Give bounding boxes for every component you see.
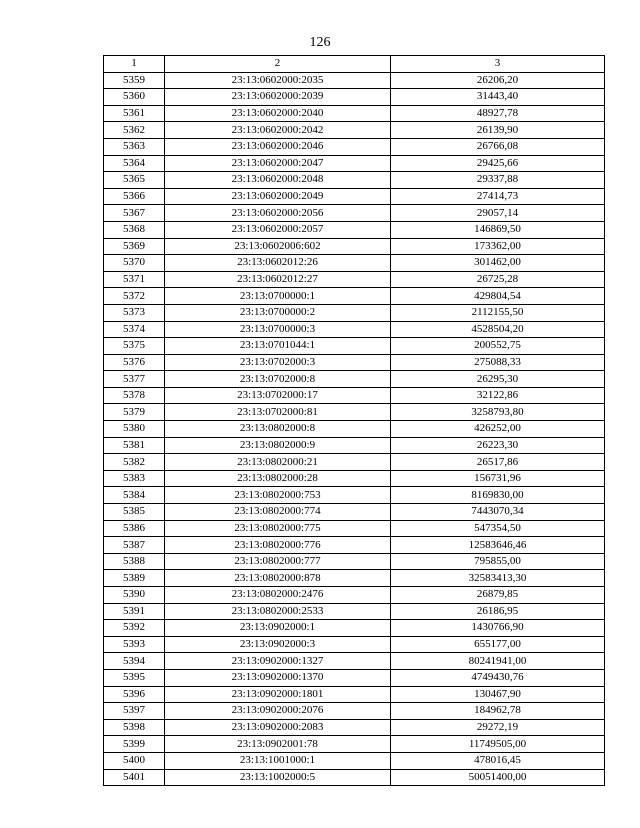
table-row bbox=[104, 288, 605, 305]
cadastral-number-cell: 23:13:0602006:602 bbox=[165, 238, 391, 255]
column-header-2: 2 bbox=[165, 56, 391, 73]
cadastral-value-cell: 2112155,50 bbox=[391, 304, 605, 321]
table-row bbox=[104, 155, 605, 172]
cadastral-value-cell: 27414,73 bbox=[391, 188, 605, 205]
cadastral-number-cell: 23:13:1001000:1 bbox=[165, 752, 391, 769]
table-row bbox=[104, 454, 605, 471]
table-row bbox=[104, 271, 605, 288]
cadastral-number-cell: 23:13:0602000:2048 bbox=[165, 172, 391, 189]
table-header-row bbox=[104, 56, 605, 73]
column-header-1: 1 bbox=[104, 56, 165, 73]
cadastral-number-cell: 23:13:0700000:2 bbox=[165, 304, 391, 321]
table-row bbox=[104, 736, 605, 753]
table-row bbox=[104, 205, 605, 222]
row-number-cell: 5369 bbox=[104, 238, 165, 255]
cadastral-number-cell: 23:13:0802000:753 bbox=[165, 487, 391, 504]
row-number-cell: 5366 bbox=[104, 188, 165, 205]
row-number-cell: 5364 bbox=[104, 155, 165, 172]
cadastral-value-cell: 31443,40 bbox=[391, 89, 605, 106]
table-row bbox=[104, 752, 605, 769]
table-row bbox=[104, 371, 605, 388]
cadastral-number-cell: 23:13:0802000:777 bbox=[165, 553, 391, 570]
cadastral-number-cell: 23:13:0902000:1 bbox=[165, 620, 391, 637]
cadastral-number-cell: 23:13:0602000:2040 bbox=[165, 105, 391, 122]
cadastral-number-cell: 23:13:0602000:2056 bbox=[165, 205, 391, 222]
row-number-cell: 5362 bbox=[104, 122, 165, 139]
row-number-cell: 5386 bbox=[104, 520, 165, 537]
cadastral-value-cell: 12583646,46 bbox=[391, 537, 605, 554]
table-row bbox=[104, 138, 605, 155]
cadastral-number-cell: 23:13:0602000:2049 bbox=[165, 188, 391, 205]
row-number-cell: 5377 bbox=[104, 371, 165, 388]
cadastral-value-cell: 32122,86 bbox=[391, 387, 605, 404]
row-number-cell: 5372 bbox=[104, 288, 165, 305]
cadastral-value-cell: 26517,86 bbox=[391, 454, 605, 471]
cadastral-value-cell: 26139,90 bbox=[391, 122, 605, 139]
row-number-cell: 5400 bbox=[104, 752, 165, 769]
cadastral-value-cell: 655177,00 bbox=[391, 636, 605, 653]
cadastral-value-cell: 29272,19 bbox=[391, 719, 605, 736]
row-number-cell: 5361 bbox=[104, 105, 165, 122]
row-number-cell: 5360 bbox=[104, 89, 165, 106]
row-number-cell: 5371 bbox=[104, 271, 165, 288]
row-number-cell: 5374 bbox=[104, 321, 165, 338]
row-number-cell: 5396 bbox=[104, 686, 165, 703]
cadastral-number-cell: 23:13:1002000:5 bbox=[165, 769, 391, 786]
table-body bbox=[104, 72, 605, 786]
table-row bbox=[104, 686, 605, 703]
row-number-cell: 5395 bbox=[104, 669, 165, 686]
row-number-cell: 5363 bbox=[104, 138, 165, 155]
table-row bbox=[104, 470, 605, 487]
cadastral-number-cell: 23:13:0602000:2039 bbox=[165, 89, 391, 106]
table-row bbox=[104, 122, 605, 139]
table-row bbox=[104, 105, 605, 122]
row-number-cell: 5380 bbox=[104, 421, 165, 438]
cadastral-number-cell: 23:13:0802000:8 bbox=[165, 421, 391, 438]
row-number-cell: 5399 bbox=[104, 736, 165, 753]
row-number-cell: 5383 bbox=[104, 470, 165, 487]
cadastral-value-cell: 173362,00 bbox=[391, 238, 605, 255]
cadastral-value-cell: 29425,66 bbox=[391, 155, 605, 172]
cadastral-number-cell: 23:13:0700000:3 bbox=[165, 321, 391, 338]
cadastral-number-cell: 23:13:0702000:8 bbox=[165, 371, 391, 388]
cadastral-number-cell: 23:13:0702000:17 bbox=[165, 387, 391, 404]
table-row bbox=[104, 570, 605, 587]
table-row bbox=[104, 387, 605, 404]
cadastral-value-cell: 301462,00 bbox=[391, 255, 605, 272]
column-header-3: 3 bbox=[391, 56, 605, 73]
table-row bbox=[104, 719, 605, 736]
cadastral-number-cell: 23:13:0602000:2057 bbox=[165, 221, 391, 238]
table-row bbox=[104, 636, 605, 653]
row-number-cell: 5382 bbox=[104, 454, 165, 471]
row-number-cell: 5370 bbox=[104, 255, 165, 272]
row-number-cell: 5391 bbox=[104, 603, 165, 620]
cadastral-number-cell: 23:13:0602012:27 bbox=[165, 271, 391, 288]
table-row bbox=[104, 221, 605, 238]
table-row bbox=[104, 304, 605, 321]
row-number-cell: 5367 bbox=[104, 205, 165, 222]
cadastral-number-cell: 23:13:0602012:26 bbox=[165, 255, 391, 272]
cadastral-value-cell: 32583413,30 bbox=[391, 570, 605, 587]
row-number-cell: 5375 bbox=[104, 338, 165, 355]
cadastral-number-cell: 23:13:0902000:2083 bbox=[165, 719, 391, 736]
cadastral-value-cell: 4749430,76 bbox=[391, 669, 605, 686]
table-row bbox=[104, 72, 605, 89]
row-number-cell: 5393 bbox=[104, 636, 165, 653]
table-row bbox=[104, 703, 605, 720]
cadastral-value-cell: 80241941,00 bbox=[391, 653, 605, 670]
cadastral-value-cell: 130467,90 bbox=[391, 686, 605, 703]
table-row bbox=[104, 669, 605, 686]
table-row bbox=[104, 404, 605, 421]
row-number-cell: 5359 bbox=[104, 72, 165, 89]
row-number-cell: 5385 bbox=[104, 504, 165, 521]
cadastral-number-cell: 23:13:0802000:28 bbox=[165, 470, 391, 487]
cadastral-number-cell: 23:13:0802000:2533 bbox=[165, 603, 391, 620]
cadastral-value-cell: 429804,54 bbox=[391, 288, 605, 305]
table-row bbox=[104, 89, 605, 106]
table-row bbox=[104, 653, 605, 670]
table-row bbox=[104, 603, 605, 620]
cadastral-number-cell: 23:13:0802000:21 bbox=[165, 454, 391, 471]
cadastral-value-cell: 156731,96 bbox=[391, 470, 605, 487]
table-row bbox=[104, 338, 605, 355]
row-number-cell: 5392 bbox=[104, 620, 165, 637]
cadastral-number-cell: 23:13:0602000:2042 bbox=[165, 122, 391, 139]
cadastral-value-cell: 275088,33 bbox=[391, 354, 605, 371]
row-number-cell: 5376 bbox=[104, 354, 165, 371]
table-row bbox=[104, 553, 605, 570]
row-number-cell: 5373 bbox=[104, 304, 165, 321]
cadastral-value-cell: 200552,75 bbox=[391, 338, 605, 355]
table-row bbox=[104, 421, 605, 438]
row-number-cell: 5394 bbox=[104, 653, 165, 670]
cadastral-number-cell: 23:13:0802000:9 bbox=[165, 437, 391, 454]
row-number-cell: 5397 bbox=[104, 703, 165, 720]
cadastral-value-cell: 146869,50 bbox=[391, 221, 605, 238]
table-row bbox=[104, 172, 605, 189]
cadastral-number-cell: 23:13:0802000:776 bbox=[165, 537, 391, 554]
cadastral-value-cell: 26879,85 bbox=[391, 587, 605, 604]
table-row bbox=[104, 537, 605, 554]
cadastral-value-cell: 26295,30 bbox=[391, 371, 605, 388]
row-number-cell: 5384 bbox=[104, 487, 165, 504]
row-number-cell: 5381 bbox=[104, 437, 165, 454]
row-number-cell: 5401 bbox=[104, 769, 165, 786]
cadastral-number-cell: 23:13:0902000:3 bbox=[165, 636, 391, 653]
row-number-cell: 5378 bbox=[104, 387, 165, 404]
row-number-cell: 5387 bbox=[104, 537, 165, 554]
cadastral-value-cell: 547354,50 bbox=[391, 520, 605, 537]
table-row bbox=[104, 487, 605, 504]
cadastral-number-cell: 23:13:0902000:1327 bbox=[165, 653, 391, 670]
row-number-cell: 5368 bbox=[104, 221, 165, 238]
cadastral-value-cell: 11749505,00 bbox=[391, 736, 605, 753]
row-number-cell: 5389 bbox=[104, 570, 165, 587]
cadastral-value-cell: 426252,00 bbox=[391, 421, 605, 438]
table-row bbox=[104, 504, 605, 521]
cadastral-value-table bbox=[103, 55, 605, 786]
page-number: 126 bbox=[309, 35, 331, 50]
cadastral-value-cell: 478016,45 bbox=[391, 752, 605, 769]
row-number-cell: 5390 bbox=[104, 587, 165, 604]
table-row bbox=[104, 238, 605, 255]
row-number-cell: 5388 bbox=[104, 553, 165, 570]
table-row bbox=[104, 437, 605, 454]
cadastral-value-cell: 795855,00 bbox=[391, 553, 605, 570]
row-number-cell: 5379 bbox=[104, 404, 165, 421]
cadastral-number-cell: 23:13:0702000:3 bbox=[165, 354, 391, 371]
cadastral-number-cell: 23:13:0802000:775 bbox=[165, 520, 391, 537]
cadastral-value-cell: 29337,88 bbox=[391, 172, 605, 189]
cadastral-number-cell: 23:13:0701044:1 bbox=[165, 338, 391, 355]
cadastral-value-cell: 1430766,90 bbox=[391, 620, 605, 637]
cadastral-number-cell: 23:13:0602000:2046 bbox=[165, 138, 391, 155]
cadastral-value-cell: 26186,95 bbox=[391, 603, 605, 620]
cadastral-value-cell: 184962,78 bbox=[391, 703, 605, 720]
row-number-cell: 5365 bbox=[104, 172, 165, 189]
cadastral-value-cell: 48927,78 bbox=[391, 105, 605, 122]
cadastral-number-cell: 23:13:0602000:2047 bbox=[165, 155, 391, 172]
cadastral-number-cell: 23:13:0902000:1801 bbox=[165, 686, 391, 703]
cadastral-number-cell: 23:13:0902001:78 bbox=[165, 736, 391, 753]
table-row bbox=[104, 587, 605, 604]
table-row bbox=[104, 188, 605, 205]
table-row bbox=[104, 620, 605, 637]
cadastral-value-cell: 26766,08 bbox=[391, 138, 605, 155]
table-row bbox=[104, 520, 605, 537]
cadastral-number-cell: 23:13:0702000:81 bbox=[165, 404, 391, 421]
cadastral-value-cell: 50051400,00 bbox=[391, 769, 605, 786]
cadastral-number-cell: 23:13:0902000:1370 bbox=[165, 669, 391, 686]
cadastral-value-cell: 26223,30 bbox=[391, 437, 605, 454]
cadastral-value-cell: 26206,20 bbox=[391, 72, 605, 89]
cadastral-number-cell: 23:13:0700000:1 bbox=[165, 288, 391, 305]
cadastral-value-cell: 7443070,34 bbox=[391, 504, 605, 521]
cadastral-number-cell: 23:13:0902000:2076 bbox=[165, 703, 391, 720]
cadastral-value-cell: 8169830,00 bbox=[391, 487, 605, 504]
row-number-cell: 5398 bbox=[104, 719, 165, 736]
cadastral-value-cell: 29057,14 bbox=[391, 205, 605, 222]
cadastral-number-cell: 23:13:0802000:774 bbox=[165, 504, 391, 521]
cadastral-value-cell: 3258793,80 bbox=[391, 404, 605, 421]
table-row bbox=[104, 255, 605, 272]
cadastral-number-cell: 23:13:0602000:2035 bbox=[165, 72, 391, 89]
cadastral-number-cell: 23:13:0802000:878 bbox=[165, 570, 391, 587]
table-row bbox=[104, 354, 605, 371]
cadastral-value-cell: 26725,28 bbox=[391, 271, 605, 288]
table-row bbox=[104, 321, 605, 338]
table-row bbox=[104, 769, 605, 786]
cadastral-value-cell: 4528504,20 bbox=[391, 321, 605, 338]
cadastral-number-cell: 23:13:0802000:2476 bbox=[165, 587, 391, 604]
